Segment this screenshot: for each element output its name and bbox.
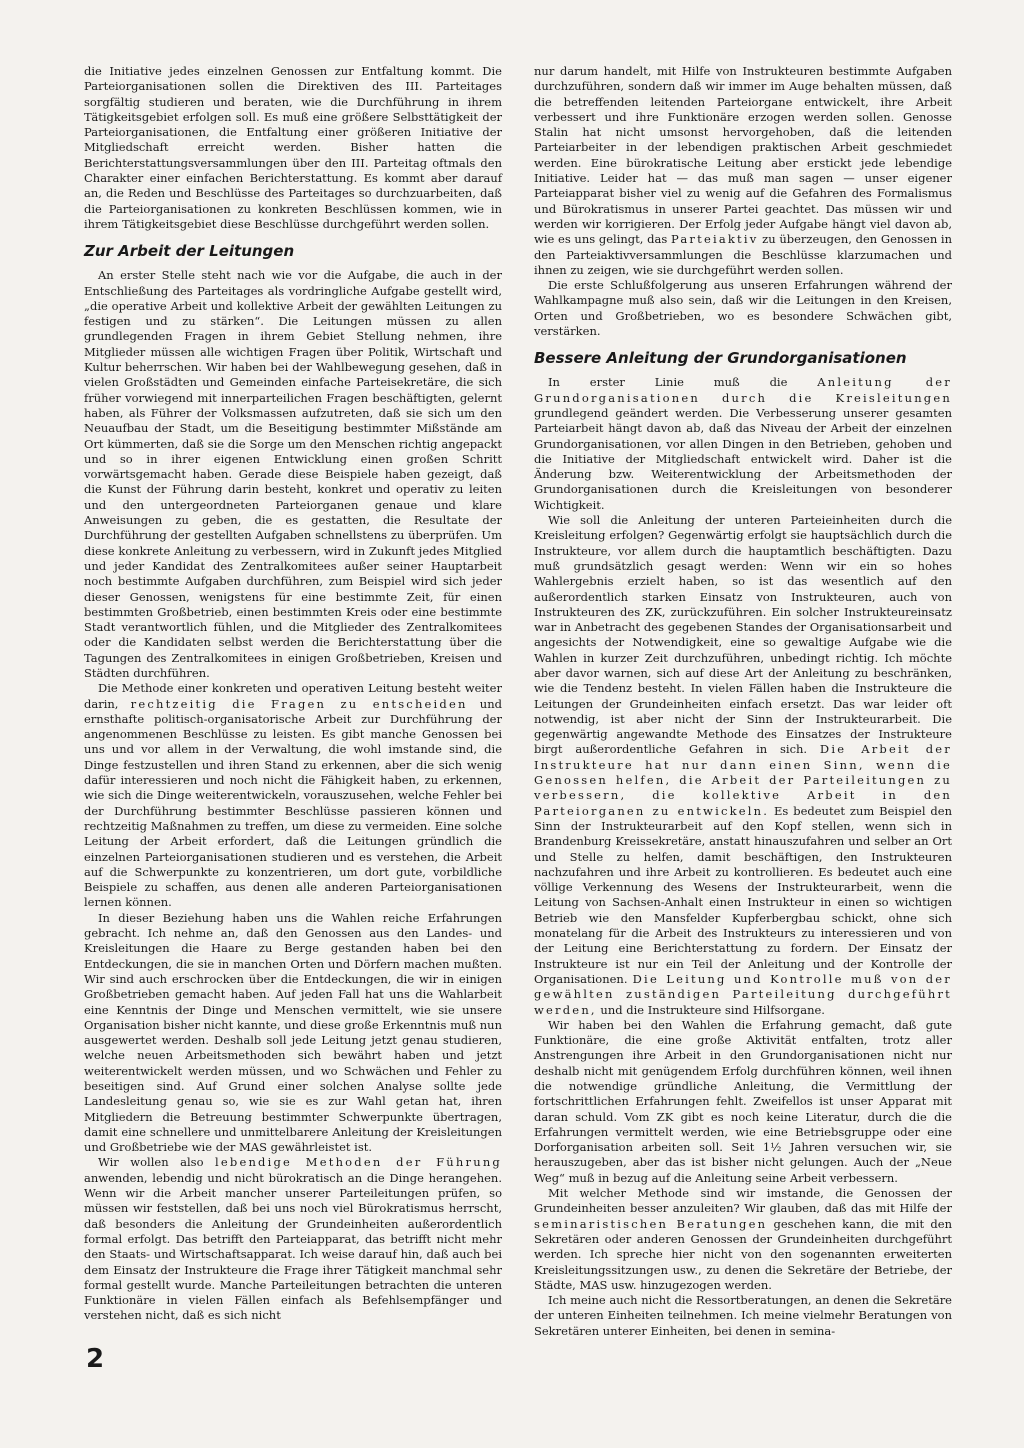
left-intro-paragraph: die Initiative jedes einzelnen Genossen zur Entfaltung kommt. Die Parteiorganisationen sollen die Direktiven des III. Parteitages sorgfältig studieren und beraten, wie die Durchführung in ihrem Tätigkeitsgebiet erfolgen soll. Es muß eine größere Selbsttätigkeit der Parteiorganisationen, die Entfaltung einer größeren Initiative der Mitgliedschaft erreicht werden. Bisher hatten die Berichterstattungsversammlungen über den III. Parteitag oftmals den Charakter einer einfachen Berichterstattung. Es kommt aber darauf an, die Reden und Beschlüsse des Parteitages so durchzuarbeiten, daß die Parteiorganisationen zu konkreten Beschlüssen kommen, wie in ihrem Tätigkeitsgebiet diese Beschlüsse durchgeführt werden sollen. bbox=[84, 64, 502, 231]
right-paragraph-2-emphasis: Anleitung der Grundorganisationen durch die Kreisleitungen bbox=[534, 375, 952, 405]
left-paragraph-4-text-b: anwenden, lebendig und nicht bürokratisch an die Dinge herangehen. Wenn wir die Arbeit mancher unserer Parteileitungen prüfen, so müssen wir feststellen, daß bei uns noch viel Bürokratismus herrscht, daß besonders die Anleitung der Grundeinheiten außerordentlich formal erfolgt. Das betrifft den Parteiapparat, das betrifft nicht mehr den Staats- und Wirtschaftsapparat. Ich weise darauf hin, daß auch bei dem Einsatz der Instrukteure die Frage ihrer Tätigkeit manchmal sehr formal gestellt wurde. Manche Parteileitungen betrachten die unteren Funktionäre in vielen Fällen einfach als Befehlsempfänger und verstehen nicht, daß es sich nicht bbox=[84, 1170, 502, 1323]
left-paragraph-4-text-a: Wir wollen also bbox=[98, 1155, 215, 1170]
right-column bbox=[534, 64, 952, 1339]
right-paragraph-3-text-b: Es bedeutet zum Beispiel den Sinn der Instrukteurarbeit auf den Kopf stellen, wenn sich in Brandenburg Kreissekretäre, anstatt hinauszufahren und selber an Ort und Stelle zu helfen, damit beschäftigen, den Instrukteuren nachzufahren und ihre Arbeit zu kontrollieren. Es bedeutet auch eine völlige Verkennung des Wesens der Instrukteurarbeit, wenn die Leitung von Sachsen-Anhalt einen Instrukteur in einen so wichtigen Betrieb wie den Mansfelder Kupferbergbau schickt, ohne sich monatelang für die Arbeit des Instrukteurs zu interessieren und von der Leitung eine Berichterstattung zu fordern. Der Einsatz der Instrukteure ist nur ein Teil der Anleitung und der Kontrolle der Organisationen. bbox=[534, 803, 953, 986]
left-paragraph-2-text-a: Die Methode einer konkreten und operativen Leitung besteht weiter darin, bbox=[84, 681, 502, 711]
right-paragraph-5 bbox=[534, 1186, 952, 1293]
left-paragraph-4 bbox=[84, 1155, 502, 1323]
left-paragraph-2-text-b: und ernsthafte politisch-organisatorische Arbeit zur Durchführung der angenommenen Beschlüsse zu leisten. Es gibt manche Genossen bei uns und vor allem in der Verwaltung, die wohl imstande sind, die Dinge festzustellen und ihren Stand zu erkennen, aber die sich wenig dafür interessieren und noch nicht die Fähigkeit haben, zu erkennen, wie sich die Dinge weiterentwickeln, vorauszusehen, welche Fehler bei der Durchführung bestimmter Beschlüsse passieren können und rechtzeitig Maßnahmen zu treffen, um diese zu vermeiden. Eine solche Leitung der Arbeit erfordert, daß die Leitungen gründlich die einzelnen Parteiorganisationen studieren und es verstehen, die Arbeit auf die Schwerpunkte zu konzentrieren, um dort gute, vorbildliche Beispiele zu schaffen, aus denen alle anderen Parteiorganisationen lernen können. bbox=[84, 696, 502, 910]
right-paragraph-5-text-b: geschehen kann, die mit den Sekretären oder anderen Genossen der Grundeinheiten durchgeführt werden. Ich spreche hier nicht von den sogenannten erweiterten Kreisleitungssitzungen usw., zu denen die Sekretäre der Betriebe, der Städte, MAS usw. hinzugezogen werden. bbox=[534, 1216, 952, 1292]
right-intro-paragraph bbox=[534, 64, 952, 278]
section-heading-leitungen: Zur Arbeit der Leitungen bbox=[84, 242, 295, 261]
left-paragraph-1: An erster Stelle steht nach wie vor die Aufgabe, die auch in der Entschließung des Parteitages als vordringliche Aufgabe gestellt wird, „die operative Arbeit und kollektive Arbeit der gewählten Leitungen zu festigen und zu stärken“. Die Leitungen müssen zu allen grundlegenden Fragen in ihrem Gebiet Stellung nehmen, ihre Mitglieder müssen alle wichtigen Fragen über Politik, Wirtschaft und Kultur beherrschen. Wir haben bei der Wahlbewegung gesehen, daß in vielen Großstädten und Gemeinden einfache Parteisekretäre, die sich früher vorwiegend mit innerparteilichen Fragen beschäftigten, gelernt haben, als Führer der Volksmassen aufzutreten, daß sie sich um den Neuaufbau der Stadt, um die Beseitigung bestimmter Mißstände am Ort kümmerten, daß sie die Sorge um den Menschen richtig angepackt und so in ihrer eigenen Entwicklung einen großen Schritt vorwärtsgemacht haben. Gerade diese Beispiele haben gezeigt, daß die Kunst der Führung darin besteht, konkret und operativ zu leiten und den untergeordneten Parteiorganen genaue und klare Anweisungen zu geben, die es gestatten, die Resultate der Durchführung der gestellten Aufgaben schnellstens zu überprüfen. Um diese konkrete Anleitung zu verbessern, wird in Zukunft jedes Mitglied und jeder Kandidat des Zentralkomitees außer seiner Hauptarbeit noch bestimmte Aufgaben durchführen, zum Beispiel wird sich jeder dieser Genossen, wenigstens für eine bestimmte Zeit, für einen bestimmten Großbetrieb, einen bestimmten Kreis oder eine bestimmte Stadt verantwortlich fühlen, und die Mitglieder des Zentralkomitees oder die Kandidaten selbst werden die Berichterstattung über die Tagungen des Zentralkomitees in einigen Großbetrieben, Kreisen und Städten durchführen. bbox=[84, 268, 502, 680]
left-paragraph-3: In dieser Beziehung haben uns die Wahlen reiche Erfahrungen gebracht. Ich nehme an, daß den Genossen aus den Landes- und Kreisleitungen die Haare zu Berge gestanden haben bei den Entdeckungen, die sie in manchen Orten und Dörfern machen mußten. Wir sind auch erschrocken über die Entdeckungen, die wir in einigen Großbetrieben gemacht haben. Auf jeden Fall hat uns die Wahlarbeit eine Kenntnis der Dinge und Menschen vermittelt, wie sie unsere Organisation bisher nicht kannte, und diese große Erkenntnis muß nun ausgewertet werden. Deshalb soll jede Leitung jetzt genau studieren, welche neuen Arbeitsmethoden sich bewährt haben und jetzt weiterentwickelt werden müssen, und wo Schwächen und Fehler zu beseitigen sind. Auf Grund einer solchen Analyse sollte jede Landesleitung genau so, wie sie es zur Wahl getan hat, ihren Mitgliedern die Betreuung bestimmter Schwerpunkte übertragen, damit eine schnellere und unmittelbarere Anleitung der Kreisleitungen und Großbetriebe wie der MAS gewährleistet ist. bbox=[84, 910, 502, 1155]
left-column bbox=[84, 64, 502, 1324]
right-paragraph-3-text-a: Wie soll die Anleitung der unteren Parteieinheiten durch die Kreisleitung erfolgen? Gegenwärtig erfolgt sie hauptsächlich durch die Instrukteure, vor allem durch die hauptamtlich beschäftigten. Dazu muß grundsätzlich gesagt werden: Wenn wir ein so hohes Wahlergebnis erzielt haben, so ist das wesentlich auf den außerordentlich starken Einsatz von Instrukteuren, auch von Instrukteuren des ZK, zurückzuführen. Ein solcher Instrukteureinsatz war in Anbetracht des gegebenen Standes der Organisationsarbeit und angesichts der Notwendigkeit, eine so gewaltige Aufgabe wie die Wahlen in kurzer Zeit durchzuführen, unbedingt richtig. Ich möchte aber davor warnen, sich auf diese Art der Anleitung zu beschränken, wie die Tendenz besteht. In vielen Fällen haben die Instrukteure die Leitungen der Grundeinheiten einfach ersetzt. Das war leider oft notwendig, ist aber nicht der Sinn der Instrukteurarbeit. Die gegenwärtig angewandte Methode des Einsatzes der Instrukteure birgt außerordentliche Gefahren in sich. bbox=[534, 513, 952, 757]
right-intro-text-a: nur darum handelt, mit Hilfe von Instrukteuren bestimmte Aufgaben durchzuführen, sondern daß wir immer im Auge behalten müssen, daß die betreffenden leitenden Parteiorgane entwickelt, ihre Arbeit verbessert und ihre Funktionäre erzogen werden sollen. Genosse Stalin hat nicht umsonst hervorgehoben, daß die leitenden Parteiarbeiter in der lebendigen praktischen Arbeit geschmiedet werden. Eine bürokratische Leitung aber erstickt jede lebendige Initiative. Leider hat — das muß man sagen — unser eigener Parteiapparat bisher viel zu wenig auf die Gefahren des Formalismus und Bürokratismus in unserer Partei geachtet. Das müssen wir und werden wir korrigieren. Der Erfolg jeder Aufgabe hängt viel davon ab, wie es uns gelingt, das bbox=[534, 64, 952, 247]
right-paragraph-4: Wir haben bei den Wahlen die Erfahrung gemacht, daß gute Funktionäre, die eine große Aktivität entfalten, trotz aller Anstrengungen ihre Arbeit in den Grundorganisationen nicht nur deshalb nicht mit genügendem Erfolg durchführen können, weil ihnen die notwendige gründliche Anleitung, die Vermittlung der fortschrittlichen Erfahrungen fehlt. Zweifellos ist unser Apparat mit daran schuld. Vom ZK gibt es noch keine Literatur, durch die die Erfahrungen vermittelt werden, wie eine Betriebsgruppe oder eine Dorforganisation arbeiten soll. Seit 1½ Jahren versuchen wir, sie herauszugeben, aber das ist bisher nicht gelungen. Auch der „Neue Weg“ muß in bezug auf die Anleitung seine Arbeit verbessern. bbox=[534, 1017, 952, 1185]
left-paragraph-2 bbox=[84, 681, 502, 910]
right-paragraph-3-emphasis: Die Arbeit der Instrukteure hat nur dann einen Sinn, wenn die Genossen helfen, die Arbeit der Parteileitungen zu verbessern, die kollektive Arbeit in den Parteiorganen zu entwickeln. bbox=[534, 742, 952, 818]
right-paragraph-6: Ich meine auch nicht die Ressortberatungen, an denen die Sekretäre der unteren Einheiten teilnehmen. Ich meine vielmehr Beratungen von Sekretären unterer Einheiten, bei denen in semina- bbox=[534, 1293, 952, 1338]
right-paragraph-2 bbox=[534, 375, 952, 513]
page-number: 2 bbox=[86, 1344, 105, 1374]
left-paragraph-2-emphasis: rechtzeitig die Fragen zu entscheiden bbox=[130, 696, 468, 711]
right-paragraph-2-text-b: grundlegend geändert werden. Die Verbesserung unserer gesamten Parteiarbeit hängt davon ab, daß das Niveau der Arbeit der einzelnen Grundorganisationen, vor allen Dingen in den Betrieben, gehoben und die Initiative der Mitgliedschaft entwickelt wird. Daher ist die Änderung bzw. Weiterentwicklung der Arbeitsmethoden der Grundorganisationen durch die Kreisleitungen von besonderer Wichtigkeit. bbox=[534, 405, 952, 512]
right-paragraph-5-emphasis: seminaristischen Beratungen bbox=[534, 1216, 768, 1231]
right-paragraph-2-text-a: In erster Linie muß die bbox=[548, 375, 818, 390]
right-intro-emphasis: Parteiaktiv bbox=[670, 232, 759, 247]
document-page bbox=[84, 64, 964, 1364]
right-paragraph-5-text-a: Mit welcher Methode sind wir imstande, die Genossen der Grundeinheiten besser anzuleiten? Wir glauben, daß das mit Hilfe der bbox=[534, 1186, 952, 1216]
right-intro-text-b: zu überzeugen, den Genossen in den Parteiaktivversammlungen die Beschlüsse klarzumachen und ihnen zu zeigen, wie sie durchgeführt werden sollen. bbox=[534, 232, 953, 277]
section-heading-grundorganisationen: Bessere Anleitung der Grundorganisationen bbox=[534, 349, 907, 368]
right-paragraph-3 bbox=[534, 513, 952, 1018]
right-paragraph-3-text-c: und die Instrukteure sind Hilfsorgane. bbox=[596, 1002, 825, 1017]
right-paragraph-3-emphasis-2: Die Leitung und Kontrolle muß von der gewählten zuständigen Parteileitung durchgeführt werden, bbox=[534, 971, 953, 1017]
right-paragraph-1: Die erste Schlußfolgerung aus unseren Erfahrungen während der Wahlkampagne muß also sein, daß wir die Leitungen in den Kreisen, Orten und Großbetrieben, wo es besondere Schwächen gibt, verstärken. bbox=[534, 278, 952, 339]
left-paragraph-4-emphasis: lebendige Methoden der Führung bbox=[215, 1155, 502, 1170]
